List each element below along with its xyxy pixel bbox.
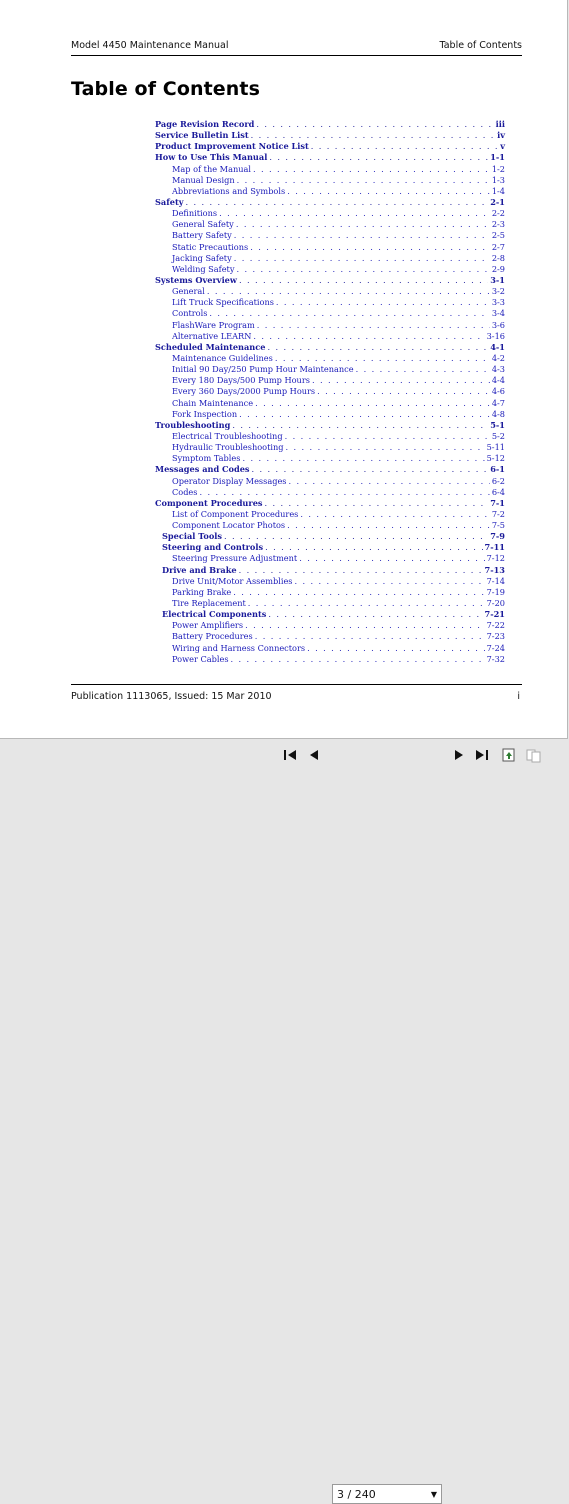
toc-entry-label: Operator Display Messages [172,475,287,486]
toc-leader-dots [275,353,490,364]
toc-entry[interactable] [155,631,505,642]
toc-entry-label: Alternative LEARN [172,330,252,341]
toc-leader-dots [209,308,489,319]
toc-entry-page: 3-4 [491,308,505,319]
toc-entry-page: iv [497,130,505,141]
toc-leader-dots [236,219,490,230]
toc-entry[interactable] [155,587,505,598]
toc-entry[interactable] [155,197,505,208]
footer-rule [71,684,522,685]
toc-entry-page: 7-2 [491,508,505,519]
page-title: Table of Contents [71,78,260,100]
toc-leader-dots [300,509,489,520]
toc-leader-dots [253,164,490,175]
toc-leader-dots [237,175,490,186]
document-page [0,0,568,739]
toc-entry[interactable] [155,253,505,264]
toc-leader-dots [242,453,484,464]
toc-entry-page: 7-23 [486,631,505,642]
toc-leader-dots [265,542,482,553]
toc-entry-label: Product Improvement Notice List [155,141,309,152]
toc-entry-page: 2-9 [491,263,505,274]
toc-entry-label: Symptom Tables [172,453,241,464]
toc-leader-dots [356,364,490,375]
toc-entry-page: 7-20 [486,598,505,609]
chevron-down-icon: ▼ [430,1490,437,1499]
toc-entry-page: 2-5 [491,230,505,241]
header-rule [71,55,522,56]
toc-entry[interactable] [155,208,505,219]
toc-entry-page: 4-8 [491,408,505,419]
toc-leader-dots [286,442,485,453]
toc-entry-label: Scheduled Maintenance [155,341,266,352]
toc-leader-dots [186,197,489,208]
toc-leader-dots [248,598,485,609]
toc-leader-dots [231,654,485,665]
toc-entry-page: 3-3 [491,297,505,308]
toc-entry-label: Battery Safety [172,230,232,241]
footer-publication: Publication 1113065, Issued: 15 Mar 2010 [71,691,272,702]
toc-entry[interactable] [155,386,505,397]
toc-entry-label: Battery Procedures [172,631,253,642]
toc-entry-label: Component Procedures [155,497,263,508]
toc-entry-page: 7-11 [484,542,505,553]
toc-entry-page: 4-1 [490,341,505,352]
toc-entry-label: Parking Brake [172,586,232,597]
toc-entry-label: Special Tools [162,531,223,542]
toc-entry-label: How to Use This Manual [155,152,268,163]
toc-entry-page: 2-2 [491,208,505,219]
toc-entry-label: Wiring and Harness Connectors [172,642,306,653]
toc-entry-label: Controls [172,308,208,319]
toc-leader-dots [269,152,488,163]
toc-leader-dots [265,498,489,509]
toc-entry-page: 5-12 [486,453,505,464]
toc-entry-page: 4-6 [491,386,505,397]
toc-entry[interactable] [155,643,505,654]
toc-leader-dots [253,331,484,342]
toc-entry[interactable] [155,164,505,175]
toc-entry[interactable] [155,152,505,163]
toc-entry[interactable] [155,420,505,431]
footer-page-number: i [517,691,520,702]
toc-leader-dots [239,275,488,286]
toc-entry[interactable] [155,476,505,487]
toc-entry-label: Every 180 Days/500 Pump Hours [172,375,310,386]
toc-entry-page: 6-1 [490,464,505,475]
toc-entry-label: Troubleshooting [155,419,231,430]
toc-entry[interactable] [155,275,505,286]
two-page-icon[interactable] [525,747,543,763]
toc-leader-dots [255,398,490,409]
toc-leader-dots [312,375,490,386]
toc-leader-dots [295,576,485,587]
toc-entry-page: 7-14 [486,575,505,586]
toc-leader-dots [256,119,493,130]
toc-entry[interactable] [155,119,505,130]
toc-entry[interactable] [155,542,505,553]
toc-entry[interactable] [155,364,505,375]
toc-entry-page: 5-11 [486,442,505,453]
toc-leader-dots [236,264,489,275]
toc-entry[interactable] [155,453,505,464]
toc-entry[interactable] [155,320,505,331]
toc-entry-page: 3-6 [491,319,505,330]
toc-entry[interactable] [155,398,505,409]
header-section-title: Table of Contents [439,40,522,51]
toc-entry-page: 7-9 [490,531,505,542]
toc-entry-page: 4-3 [491,364,505,375]
toc-entry-page: 1-2 [491,163,505,174]
toc-entry-label: Manual Design [172,174,235,185]
toc-entry-label: Welding Safety [172,263,235,274]
toc-entry-page: 7-13 [484,564,505,575]
header-manual-title: Model 4450 Maintenance Manual [71,40,229,51]
toc-leader-dots [224,531,488,542]
toc-entry-page: v [500,141,505,152]
prev-page-icon[interactable] [306,747,322,763]
toc-entry-page: 7-5 [491,520,505,531]
toc-leader-dots [232,420,488,431]
toc-entry-page: 7-21 [484,609,505,620]
toc-entry[interactable] [155,219,505,230]
toc-entry[interactable] [155,186,505,197]
toc-leader-dots [219,208,490,219]
toc-leader-dots [234,253,490,264]
toc-entry[interactable] [155,286,505,297]
toc-entry[interactable] [155,464,505,475]
toc-entry-label: Jacking Safety [172,252,232,263]
toc-entry[interactable] [155,520,505,531]
toc-entry-page: 4-7 [491,397,505,408]
first-page-icon[interactable] [282,747,298,763]
toc-entry-label: Steering Pressure Adjustment [172,553,298,564]
toc-leader-dots [287,520,490,531]
toc-entry-page: 5-1 [490,419,505,430]
toc-leader-dots [287,186,490,197]
toc-entry-label: Chain Maintenance [172,397,254,408]
toc-entry-label: Lift Truck Specifications [172,297,274,308]
toc-entry-page: 7-32 [486,653,505,664]
toc-entry-label: Steering and Controls [162,542,264,553]
toc-entry-label: Component Locator Photos [172,520,286,531]
toc-entry-label: Maintenance Guidelines [172,352,273,363]
toc-entry[interactable] [155,509,505,520]
viewer-toolbar [0,740,569,1501]
toc-leader-dots [207,286,490,297]
toc-leader-dots [252,464,489,475]
table-of-contents [155,119,505,665]
toc-entry-label: Tire Replacement [172,598,246,609]
toc-entry[interactable] [155,342,505,353]
toc-entry-page: 1-3 [491,174,505,185]
toc-entry-label: Codes [172,486,198,497]
toc-entry[interactable] [155,409,505,420]
toc-leader-dots [285,431,490,442]
toc-entry[interactable] [155,654,505,665]
toc-leader-dots [289,476,490,487]
toc-entry-label: Abbreviations and Symbols [172,185,286,196]
fit-page-icon[interactable] [500,747,518,763]
toc-entry[interactable] [155,175,505,186]
toc-entry-page: 3-2 [491,286,505,297]
toc-entry[interactable] [155,141,505,152]
toc-entry-page: 2-7 [491,241,505,252]
toc-leader-dots [317,386,490,397]
toc-entry-label: Map of the Manual [172,163,251,174]
toc-entry-page: iii [495,119,505,129]
toc-leader-dots [307,643,484,654]
toc-leader-dots [299,553,484,564]
toc-leader-dots [268,609,482,620]
toc-entry-page: 1-4 [491,185,505,196]
toc-leader-dots [245,620,485,631]
toc-entry[interactable] [155,331,505,342]
toc-entry-page: 2-1 [490,196,505,207]
toc-entry-page: 5-2 [491,430,505,441]
toc-entry[interactable] [155,576,505,587]
toc-entry[interactable] [155,230,505,241]
toc-leader-dots [233,587,484,598]
toc-entry-label: Power Cables [172,653,229,664]
toc-entry-label: Hydraulic Troubleshooting [172,442,284,453]
toc-leader-dots [239,565,483,576]
page-indicator: 3 / 240 [337,1487,376,1501]
last-page-icon[interactable] [474,747,490,763]
toc-entry-page: 7-19 [486,586,505,597]
toc-leader-dots [251,130,496,141]
toc-entry-label: Messages and Codes [155,464,250,475]
toc-leader-dots [234,230,490,241]
toc-entry-label: General [172,286,205,297]
toc-leader-dots [311,141,498,152]
toc-entry-label: General Safety [172,219,234,230]
toc-entry-page: 3-16 [486,330,505,341]
toc-entry[interactable] [155,130,505,141]
toc-entry-page: 6-2 [491,475,505,486]
toc-entry[interactable] [155,297,505,308]
toc-entry[interactable] [155,531,505,542]
toc-entry[interactable] [155,598,505,609]
toc-leader-dots [255,631,485,642]
toc-entry-label: Definitions [172,208,218,219]
toc-entry-label: Static Precautions [172,241,249,252]
toc-leader-dots [199,487,489,498]
toc-entry-label: Power Amplifiers [172,620,244,631]
toc-entry-page: 7-24 [486,642,505,653]
toc-entry[interactable] [155,431,505,442]
toc-entry-label: Service Bulletin List [155,130,249,141]
page-number-select[interactable] [332,1484,442,1504]
toc-leader-dots [250,242,490,253]
toc-leader-dots [257,320,490,331]
toc-entry[interactable] [155,442,505,453]
toc-entry-page: 7-1 [490,497,505,508]
toc-entry[interactable] [155,609,505,620]
toc-entry-label: FlashWare Program [172,319,255,330]
toc-entry-page: 1-1 [490,152,505,163]
toc-entry[interactable] [155,242,505,253]
toc-entry-page: 2-3 [491,219,505,230]
toc-entry[interactable] [155,565,505,576]
toc-entry-label: Electrical Troubleshooting [172,430,283,441]
toc-entry-page: 7-22 [486,620,505,631]
toc-entry-label: Drive and Brake [162,564,237,575]
toc-entry-label: Fork Inspection [172,408,238,419]
toc-entry-label: Electrical Components [162,609,267,620]
toc-entry-label: Systems Overview [155,274,237,285]
toc-entry-page: 4-2 [491,352,505,363]
toc-entry[interactable] [155,498,505,509]
toc-entry-label: Drive Unit/Motor Assemblies [172,575,293,586]
toc-entry-label: Every 360 Days/2000 Pump Hours [172,386,316,397]
toc-entry-label: Initial 90 Day/250 Pump Hour Maintenance [172,364,354,375]
toc-entry[interactable] [155,553,505,564]
toc-entry-page: 6-4 [491,486,505,497]
toc-entry-page: 7-12 [486,553,505,564]
toc-leader-dots [239,409,490,420]
toc-entry[interactable] [155,353,505,364]
toc-leader-dots [267,342,488,353]
next-page-icon[interactable] [451,747,467,763]
toc-entry[interactable] [155,308,505,319]
toc-entry[interactable] [155,264,505,275]
toc-entry-label: List of Component Procedures [172,508,299,519]
toc-entry-label: Safety [155,196,184,207]
toc-entry[interactable] [155,375,505,386]
toc-entry-page: 2-8 [491,252,505,263]
toc-entry-page: 3-1 [490,274,505,285]
toc-entry[interactable] [155,487,505,498]
toc-leader-dots [276,297,490,308]
toc-entry-label: Page Revision Record [155,119,255,129]
toc-entry[interactable] [155,620,505,631]
toc-entry-page: 4-4 [491,375,505,386]
